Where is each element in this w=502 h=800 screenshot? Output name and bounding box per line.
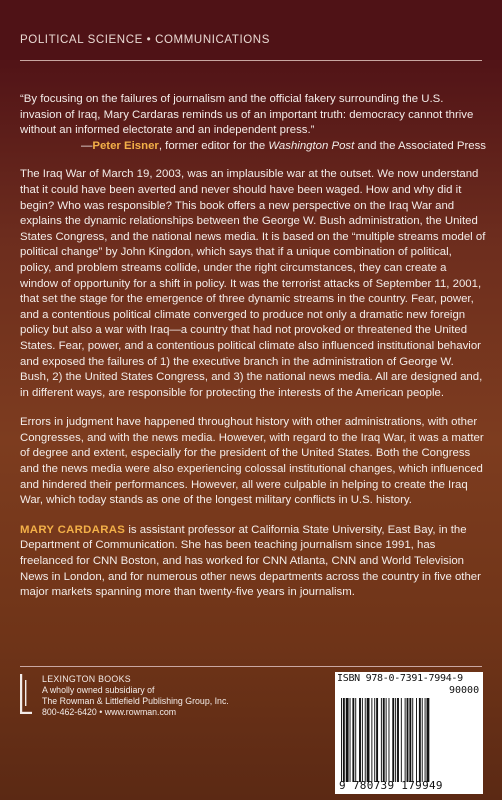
header-band <box>0 0 502 60</box>
attribution-dash: — <box>80 139 93 152</box>
publisher-contact: 800-462-6420 • www.rowman.com <box>42 707 177 717</box>
price-code: 90000 <box>449 685 480 696</box>
publisher-logo-icon <box>20 674 34 714</box>
category-label: POLITICAL SCIENCE • COMMUNICATIONS <box>20 34 270 46</box>
endorsement-attribution <box>20 139 486 155</box>
description-paragraph-1: The Iraq War of March 19, 2003, was an implausible war at the outset. We now understand that it could have been averted and never should have been waged. How and why did it begin? Who was responsible? This book offers a new perspective on the Iraq War and explains the dynamic relationships between the George W. Bush administration, the United States Congress, and the national news media. It is based on the “multiple streams model of political change” by John Kingdon, which says that if a unique combination of political, policy, and problem streams collide, under the right circumstances, they can create a window of opportunity for a shift in policy. It was the terrorist attacks of September 11, 2001, that set the stage for the emergence of three dynamic streams in the country. Fear, power, and a contentious political climate converged to produce not only a dramatic new foreign policy but also a war with Iraq—a country that had not provoked or threatened the United States. Fear, power, and a contentious political climate also influenced institutional behavior and exposed the failures of 1) the executive branch in the administration of George W. Bush, 2) the United States Congress, and 3) the national news media. All are designed and, in different ways, are responsible for protecting the interests of the American people. <box>20 168 486 399</box>
publisher-name: LEXINGTON BOOKS <box>42 674 131 684</box>
author-bio-text: is assistant professor at California State University, East Bay, in the Department of Communication. She has been teaching journalism since 1991, has freelanced for CNN Boston, and has worked for CNN Atlanta, CNN and World Television News in London, and for numerous other news departments across the country in five other major markets spanning more than twenty-five years in journalism. <box>20 523 481 599</box>
attribution-role-2: and the Associated Press <box>354 139 486 152</box>
author-bio <box>20 523 486 601</box>
description-paragraph-2: Errors in judgment have happened throughout history with other administrations, with other Congresses, and with the news media. However, with regard to the Iraq War, it was a matter of degree and extent, especially for the president of the United States. Both the Congress and the news media were also experiencing colossal institutional changes, which influenced and hindered their performances. However, all were culpable in helping to create the Iraq War, which today stands as one of the longest military conflicts in U.S. history. <box>20 416 484 507</box>
attribution-publication: Washington Post <box>268 139 355 152</box>
publisher-line-2: The Rowman & Littlefield Publishing Group, Inc. <box>42 696 229 706</box>
endorser-name: Peter Eisner <box>92 139 159 152</box>
publisher-text <box>42 674 229 718</box>
publisher-line-1: A wholly owned subsidiary of <box>42 685 155 695</box>
isbn-barcode <box>335 672 483 794</box>
footer-divider <box>20 666 482 667</box>
endorsement-quote: “By focusing on the failures of journalism and the official fakery surrounding the U.S. invasion of Iraq, Mary Cardaras reminds us of an important truth: democracy cannot thrive without an informed electorate and an independent press.” <box>20 93 474 137</box>
barcode-bars <box>339 698 479 782</box>
publisher-block <box>20 672 320 732</box>
barcode-number: 9 780739 179949 <box>339 779 443 792</box>
attribution-role-1: , former editor for the <box>158 139 269 152</box>
author-name: MARY CARDARAS <box>20 523 126 536</box>
cover-copy <box>20 92 486 615</box>
isbn-label: ISBN 978-0-7391-7994-9 <box>337 673 463 684</box>
header-divider <box>20 60 482 61</box>
